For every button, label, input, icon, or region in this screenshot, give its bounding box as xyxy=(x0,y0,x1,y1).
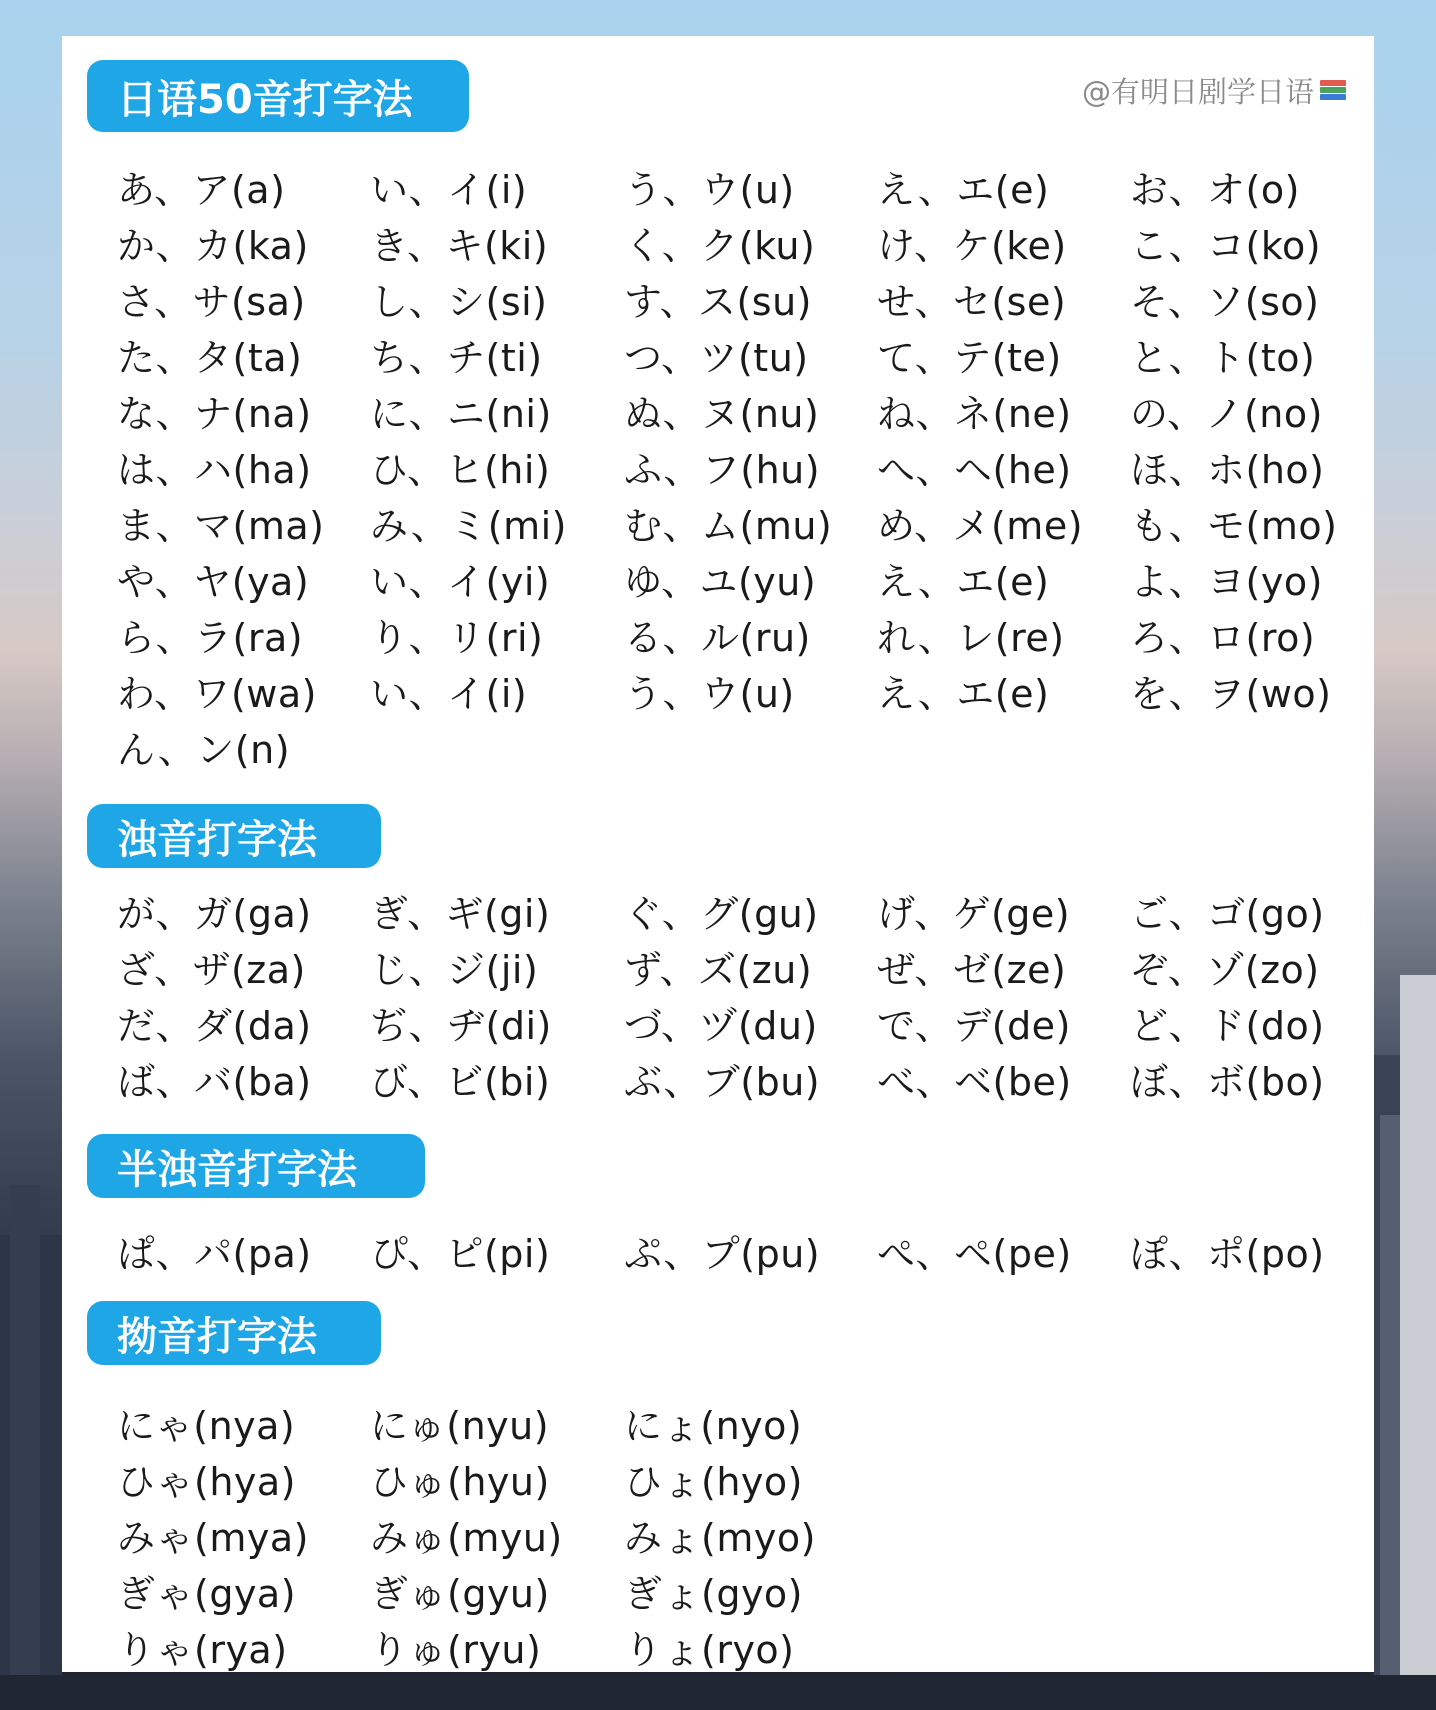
kana-cell: こ、コ(ko) xyxy=(1130,224,1322,268)
kana-cell: わ、ワ(wa) xyxy=(117,672,317,716)
kana-cell: ひ、ヒ(hi) xyxy=(370,448,551,492)
kana-cell: だ、ダ(da) xyxy=(117,1004,312,1048)
kana-cell: か、カ(ka) xyxy=(117,224,309,268)
kana-cell: い、イ(yi) xyxy=(370,560,551,604)
kana-cell: ゆ、ユ(yu) xyxy=(624,560,817,604)
kana-cell: や、ヤ(ya) xyxy=(117,560,310,604)
books-icon xyxy=(1318,78,1348,104)
kana-cell: ぎょ(gyo) xyxy=(624,1572,804,1616)
kana-cell: ぷ、プ(pu) xyxy=(624,1232,821,1276)
section-title-handakuon xyxy=(87,1134,425,1198)
kana-cell: そ、ソ(so) xyxy=(1130,280,1320,324)
kana-cell: ば、バ(ba) xyxy=(117,1060,312,1104)
kana-cell: た、タ(ta) xyxy=(117,336,303,380)
section-title-text: 拗音打字法 xyxy=(117,1313,317,1360)
kana-cell: の、ノ(no) xyxy=(1130,392,1323,436)
section-title-youon xyxy=(87,1301,381,1365)
kana-cell: ぺ、ペ(pe) xyxy=(877,1232,1072,1276)
kana-cell: ぎゃ(gya) xyxy=(117,1572,297,1616)
kana-cell: と、ト(to) xyxy=(1130,336,1316,380)
section-title-text: 日语50音打字法 xyxy=(117,76,413,123)
kana-cell: う、ウ(u) xyxy=(624,672,795,716)
kana-cell: を、ヲ(wo) xyxy=(1130,672,1332,716)
kana-cell: み、ミ(mi) xyxy=(370,504,568,548)
kana-cell: い、イ(i) xyxy=(370,168,528,212)
kana-cell: にゅ(nyu) xyxy=(370,1404,550,1448)
kana-cell: ざ、ザ(za) xyxy=(117,948,306,992)
kana-cell: べ、ベ(be) xyxy=(877,1060,1072,1104)
kana-cell: ず、ズ(zu) xyxy=(624,948,813,992)
kana-cell: ま、マ(ma) xyxy=(117,504,325,548)
kana-cell: りゅ(ryu) xyxy=(370,1628,542,1672)
kana-cell: ぽ、ポ(po) xyxy=(1130,1232,1325,1276)
kana-cell: にゃ(nya) xyxy=(117,1404,296,1448)
kana-cell: さ、サ(sa) xyxy=(117,280,306,324)
kana-cell: ぴ、ピ(pi) xyxy=(370,1232,551,1276)
kana-cell: ね、ネ(ne) xyxy=(877,392,1072,436)
kana-cell: え、エ(e) xyxy=(877,560,1050,604)
section-title-gojuon xyxy=(87,60,469,132)
section-title-text: 浊音打字法 xyxy=(117,816,317,863)
kana-cell: ぼ、ボ(bo) xyxy=(1130,1060,1325,1104)
content-card xyxy=(62,36,1374,1672)
kana-cell: ん、ン(n) xyxy=(117,728,291,772)
kana-cell: び、ビ(bi) xyxy=(370,1060,551,1104)
kana-cell: に、ニ(ni) xyxy=(370,392,552,436)
kana-cell: ふ、フ(hu) xyxy=(624,448,821,492)
kana-cell: う、ウ(u) xyxy=(624,168,795,212)
kana-cell: みょ(myo) xyxy=(624,1516,816,1560)
kana-cell: みゅ(myu) xyxy=(370,1516,563,1560)
kana-cell: ら、ラ(ra) xyxy=(117,616,304,660)
section-title-dakuon xyxy=(87,804,381,868)
kana-cell: つ、ツ(tu) xyxy=(624,336,809,380)
kana-cell: ご、ゴ(go) xyxy=(1130,892,1325,936)
kana-cell: く、ク(ku) xyxy=(624,224,816,268)
kana-cell: て、テ(te) xyxy=(877,336,1062,380)
kana-cell: ぬ、ヌ(nu) xyxy=(624,392,820,436)
kana-cell: ひょ(hyo) xyxy=(624,1460,803,1504)
kana-cell: な、ナ(na) xyxy=(117,392,312,436)
kana-cell: げ、ゲ(ge) xyxy=(877,892,1071,936)
kana-cell: みゃ(mya) xyxy=(117,1516,309,1560)
kana-cell: ぜ、ゼ(ze) xyxy=(877,948,1067,992)
kana-cell: づ、ヅ(du) xyxy=(624,1004,818,1048)
kana-cell: え、エ(e) xyxy=(877,672,1050,716)
kana-cell: え、エ(e) xyxy=(877,168,1050,212)
kana-cell: ぎ、ギ(gi) xyxy=(370,892,551,936)
kana-cell: る、ル(ru) xyxy=(624,616,811,660)
kana-cell: じ、ジ(ji) xyxy=(370,948,539,992)
kana-cell: が、ガ(ga) xyxy=(117,892,312,936)
kana-cell: め、メ(me) xyxy=(877,504,1084,548)
kana-cell: れ、レ(re) xyxy=(877,616,1065,660)
kana-cell: ぱ、パ(pa) xyxy=(117,1232,312,1276)
kana-cell: ぎゅ(gyu) xyxy=(370,1572,550,1616)
kana-cell: ぐ、グ(gu) xyxy=(624,892,819,936)
kana-cell: ぶ、ブ(bu) xyxy=(624,1060,821,1104)
kana-cell: き、キ(ki) xyxy=(370,224,549,268)
kana-cell: む、ム(mu) xyxy=(624,504,833,548)
kana-cell: りゃ(rya) xyxy=(117,1628,288,1672)
kana-cell: す、ス(su) xyxy=(624,280,812,324)
kana-cell: ぢ、ヂ(di) xyxy=(370,1004,552,1048)
watermark-text: @有明日剧学日语 xyxy=(1081,75,1314,109)
kana-cell: ろ、ロ(ro) xyxy=(1130,616,1316,660)
kana-cell: ぞ、ゾ(zo) xyxy=(1130,948,1320,992)
kana-cell: も、モ(mo) xyxy=(1130,504,1338,548)
kana-cell: い、イ(i) xyxy=(370,672,528,716)
section-title-text: 半浊音打字法 xyxy=(117,1146,357,1193)
kana-cell: は、ハ(ha) xyxy=(117,448,312,492)
kana-cell: よ、ヨ(yo) xyxy=(1130,560,1323,604)
kana-cell: ほ、ホ(ho) xyxy=(1130,448,1325,492)
kana-cell: し、シ(si) xyxy=(370,280,548,324)
kana-cell: にょ(nyo) xyxy=(624,1404,803,1448)
kana-cell: あ、ア(a) xyxy=(117,168,286,212)
kana-cell: ひゅ(hyu) xyxy=(370,1460,550,1504)
kana-cell: ち、チ(ti) xyxy=(370,336,543,380)
kana-cell: ど、ド(do) xyxy=(1130,1004,1325,1048)
watermark xyxy=(1082,70,1348,111)
kana-cell: せ、セ(se) xyxy=(877,280,1067,324)
kana-cell: け、ケ(ke) xyxy=(877,224,1067,268)
kana-cell: へ、ヘ(he) xyxy=(877,448,1072,492)
kana-cell: で、デ(de) xyxy=(877,1004,1071,1048)
kana-cell: りょ(ryo) xyxy=(624,1628,795,1672)
kana-cell: お、オ(o) xyxy=(1130,168,1300,212)
kana-cell: り、リ(ri) xyxy=(370,616,544,660)
kana-cell: ひゃ(hya) xyxy=(117,1460,297,1504)
